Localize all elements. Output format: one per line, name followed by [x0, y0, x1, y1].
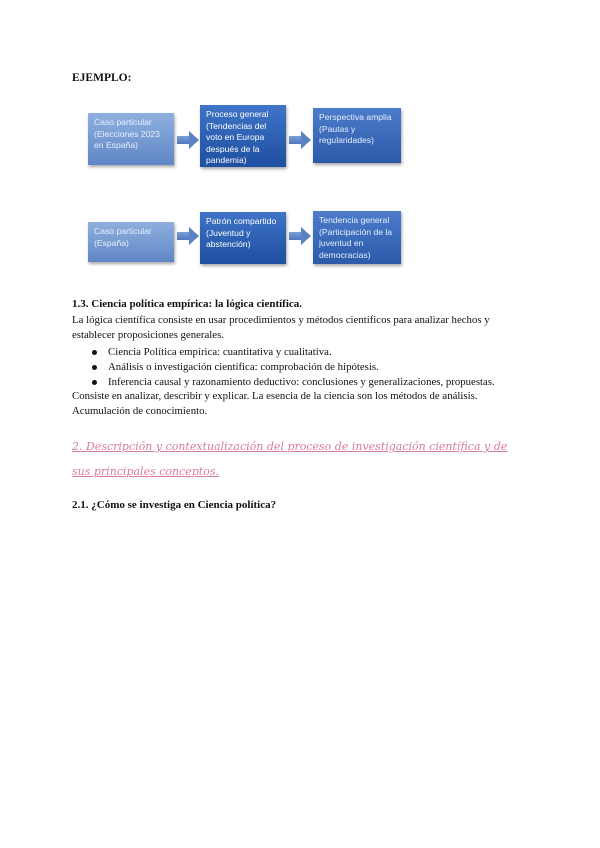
diagram1-box-particular-text: Caso particular (Elecciones 2023 en España): [94, 117, 160, 151]
diagram1-box-general: [200, 105, 286, 167]
section-1-3-closing: Consiste en analizar, describir y explicar. La esencia de la ciencia son los métodos de análisis. Acumulación de conocimiento.: [72, 390, 478, 417]
bullet-icon: [92, 350, 97, 355]
diagram2-box-patron-text: Patrón compartido (Juventud y abstención): [206, 216, 277, 250]
diagram1-box-amplia-text: Perspectiva amplia (Pautas y regularidades): [319, 112, 392, 146]
diagram1-box-amplia: [313, 108, 401, 163]
section-1-3-bullets: [92, 345, 495, 389]
diagram2-box-tendencia: [313, 211, 401, 264]
list-item: Ciencia Política empírica: cuantitativa y cualitativa.: [92, 345, 495, 360]
bullet-icon: [92, 365, 97, 370]
section-2-1-title: 2.1. ¿Cómo se investiga en Ciencia política?: [72, 499, 277, 511]
diagram1-box-particular: [88, 113, 174, 165]
diagram2-box-particular-text: Caso particular (España): [94, 226, 152, 248]
section-1-3-intro: La lógica científica consiste en usar procedimientos y métodos científicos para analizar hechos y establecer proposiciones generales.: [72, 314, 490, 341]
diagram2-box-tendencia-text: Tendencia general (Participación de la juventud en democracias): [319, 215, 393, 260]
section-2-title: 2. Descripción y contextualización del proceso de investigación científica y de sus principales conceptos.: [72, 440, 508, 478]
list-item: Inferencia causal y razonamiento deductivo: conclusiones y generalizaciones, propuestas.: [92, 375, 495, 390]
section-1-3-title: 1.3. Ciencia política empírica: la lógica científica.: [72, 298, 303, 310]
diagram2-box-patron: [200, 212, 286, 264]
list-item: Análisis o investigación científica: comprobación de hipótesis.: [92, 360, 495, 375]
bullet-icon: [92, 380, 97, 385]
ejemplo-label: EJEMPLO:: [72, 72, 132, 84]
diagram1-box-general-text: Proceso general (Tendencias del voto en Europa después de la pandemia): [206, 109, 269, 166]
diagram2-box-particular: [88, 222, 174, 262]
